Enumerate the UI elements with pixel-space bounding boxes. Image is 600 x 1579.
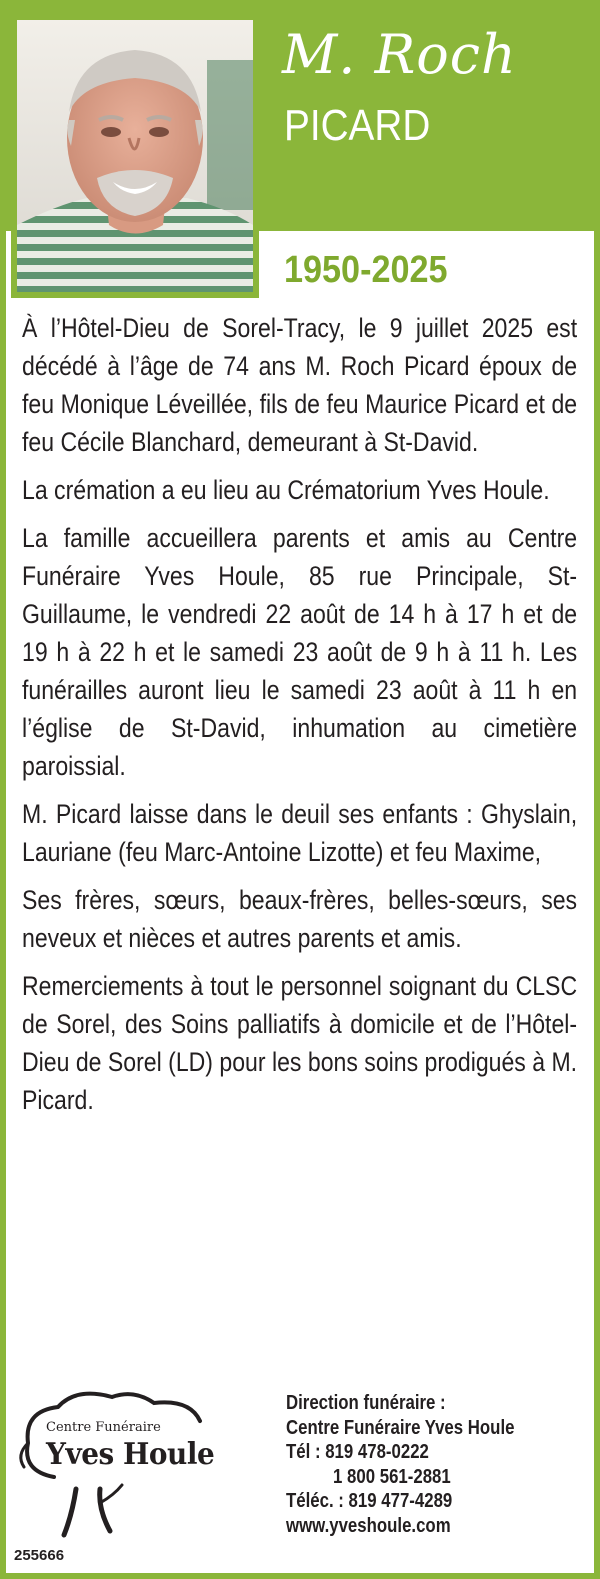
deceased-last-name: PICARD	[284, 101, 431, 150]
contact-fax: Téléc. : 819 477-4289	[286, 1490, 453, 1512]
paragraph-thanks: Remerciements à tout le personnel soignant du CLSC de Sorel, des Soins palliatifs à domicile et de l’Hôtel-Dieu de Sorel (LD) pour les bons soins prodigués à M. Picard.	[22, 971, 578, 1115]
deceased-first-name: M. Roch	[282, 23, 517, 86]
paragraph-survivors: M. Picard laisse dans le deuil ses enfants : Ghyslain, Lauriane (feu Marc-Antoine Lizotte) et feu Maxime,	[22, 799, 578, 867]
contact-toll-free: 1 800 561-2881	[333, 1465, 451, 1488]
contact-phone: Tél : 819 478-0222	[286, 1441, 429, 1463]
paragraph-family: Ses frères, sœurs, beaux-frères, belles-sœurs, ses neveux et nièces et autres parents et amis.	[22, 885, 578, 953]
paragraph-cremation: La crémation a eu lieu au Crématorium Yves Houle.	[22, 475, 550, 505]
portrait-image	[17, 20, 253, 292]
portrait-photo	[11, 14, 259, 298]
logo-big-text: Yves Houle	[46, 1437, 215, 1472]
paragraph-death-notice: À l’Hôtel-Dieu de Sorel-Tracy, le 9 juillet 2025 est décédé à l’âge de 74 ans M. Roch Picard époux de feu Monique Léveillée, fils de feu Maurice Picard et de feu Cécile Blanchard, demeurant à St-David.	[22, 313, 578, 457]
contact-funeral-home: Centre Funéraire Yves Houle	[286, 1416, 515, 1439]
logo-small-text: Centre Funéraire	[46, 1420, 161, 1435]
contact-block	[286, 1391, 514, 1538]
contact-direction-label: Direction funéraire :	[286, 1392, 446, 1414]
funeral-home-logo	[14, 1385, 264, 1555]
life-years: 1950-2025	[284, 249, 448, 291]
reference-number: 255666	[14, 1547, 65, 1564]
contact-website: www.yveshoule.com	[286, 1514, 451, 1537]
paragraph-visitation: La famille accueillera parents et amis au Centre Funéraire Yves Houle, 85 rue Principale, St-Guillaume, le vendredi 22 août de 14 h à 17 h et de 19 h à 22 h et le samedi 23 août de 9 h à 11 h. Les funérailles auront lieu le samedi 23 août à 11 h en l’église de St-David, inhumation au cimetière paroissial.	[22, 523, 578, 781]
obituary-text	[22, 309, 577, 1119]
